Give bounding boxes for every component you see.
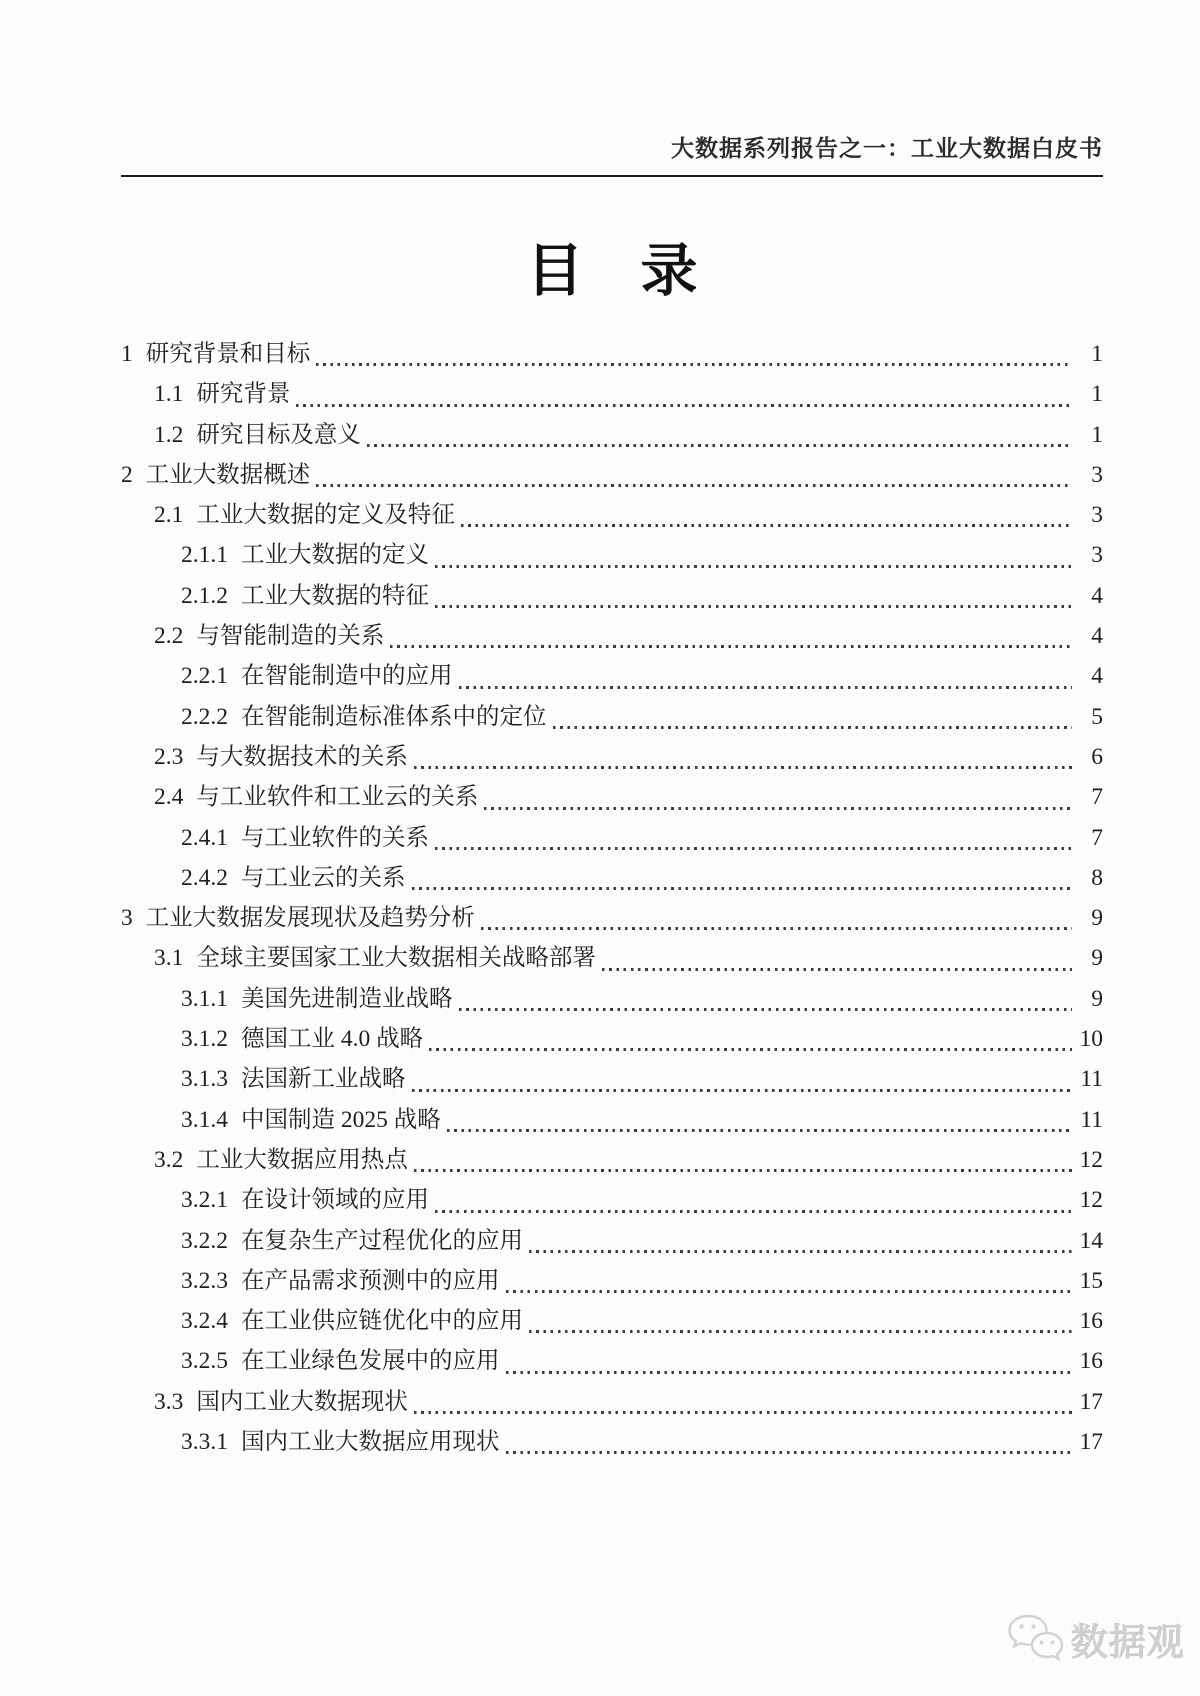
toc-entry-number: 1.2: [154, 421, 184, 448]
toc-entry-number: 3: [121, 905, 133, 932]
dot-leader: [412, 1089, 1073, 1092]
toc-entry-number: 3.1.4: [181, 1106, 228, 1133]
toc-entry-page: 7: [1091, 824, 1103, 851]
toc-row[interactable]: [121, 334, 1103, 374]
toc-row[interactable]: [121, 1382, 1103, 1422]
toc-entry-number: 3.2.3: [181, 1267, 228, 1294]
toc-row[interactable]: [121, 938, 1103, 978]
toc-row[interactable]: [121, 576, 1103, 616]
toc-entry-page: 8: [1091, 864, 1103, 891]
toc-entry-title: 工业大数据的定义及特征: [196, 502, 455, 529]
toc-entry-page: 17: [1079, 1429, 1103, 1456]
toc-entry-title: 与大数据技术的关系: [196, 743, 408, 770]
table-of-contents: [121, 334, 1103, 1462]
toc-entry-page: 4: [1091, 623, 1103, 650]
toc-entry-title: 工业大数据应用热点: [196, 1146, 408, 1173]
toc-entry-number: 3.2.4: [181, 1308, 228, 1335]
toc-entry-page: 11: [1080, 1106, 1103, 1133]
toc-row[interactable]: [121, 898, 1103, 938]
dot-leader: [316, 363, 1072, 366]
toc-row[interactable]: [121, 737, 1103, 777]
toc-entry-page: 10: [1079, 1026, 1103, 1053]
toc-row[interactable]: [121, 1341, 1103, 1381]
toc-entry-page: 3: [1091, 461, 1103, 488]
toc-entry-title: 在工业绿色发展中的应用: [241, 1348, 500, 1375]
running-header: [121, 132, 1103, 177]
toc-entry-title: 研究目标及意义: [196, 421, 361, 448]
dot-leader: [459, 686, 1073, 689]
toc-entry-number: 3.1.2: [181, 1026, 228, 1053]
toc-entry-page: 11: [1080, 1066, 1103, 1093]
toc-row[interactable]: [121, 697, 1103, 737]
toc-entry-number: 2: [121, 461, 133, 488]
toc-entry-title: 与工业软件和工业云的关系: [196, 784, 479, 811]
dot-leader: [461, 524, 1072, 527]
toc-entry-page: 16: [1079, 1348, 1103, 1375]
toc-entry-number: 2.4.1: [181, 824, 228, 851]
toc-row[interactable]: [121, 535, 1103, 575]
toc-entry-number: 2.1.1: [181, 542, 228, 569]
dot-leader: [506, 1371, 1073, 1374]
toc-row[interactable]: [121, 656, 1103, 696]
toc-entry-title: 与工业云的关系: [241, 864, 406, 891]
toc-entry-number: 3.3: [154, 1388, 184, 1415]
dot-leader: [435, 847, 1072, 850]
toc-entry-page: 4: [1091, 663, 1103, 690]
toc-entry-page: 1: [1091, 381, 1103, 408]
toc-row[interactable]: [121, 455, 1103, 495]
toc-entry-number: 3.2.5: [181, 1348, 228, 1375]
toc-row[interactable]: [121, 818, 1103, 858]
toc-entry-number: 3.2: [154, 1146, 184, 1173]
dot-leader: [435, 565, 1072, 568]
toc-entry-title: 工业大数据的定义: [241, 542, 429, 569]
watermark: [1006, 1612, 1185, 1666]
toc-entry-page: 9: [1091, 945, 1103, 972]
toc-row[interactable]: [121, 1100, 1103, 1140]
toc-entry-number: 3.1.3: [181, 1066, 228, 1093]
dot-leader: [414, 766, 1072, 769]
toc-entry-page: 7: [1091, 784, 1103, 811]
toc-entry-title: 在工业供应链优化中的应用: [241, 1308, 523, 1335]
toc-entry-number: 3.2.2: [181, 1227, 228, 1254]
toc-row[interactable]: [121, 1221, 1103, 1261]
toc-entry-number: 3.3.1: [181, 1429, 228, 1456]
toc-entry-page: 4: [1091, 582, 1103, 609]
toc-entry-number: 2.2.2: [181, 703, 228, 730]
toc-entry-page: 16: [1079, 1308, 1103, 1335]
toc-entry-title: 中国制造 2025 战略: [241, 1106, 441, 1133]
toc-entry-title: 德国工业 4.0 战略: [241, 1026, 424, 1053]
toc-row[interactable]: [121, 979, 1103, 1019]
toc-entry-page: 5: [1091, 703, 1103, 730]
toc-entry-title: 全球主要国家工业大数据相关战略部署: [196, 945, 596, 972]
toc-row[interactable]: [121, 1180, 1103, 1220]
toc-entry-title: 工业大数据的特征: [241, 582, 429, 609]
toc-entry-title: 法国新工业战略: [241, 1066, 406, 1093]
toc-entry-title: 在产品需求预测中的应用: [241, 1267, 500, 1294]
toc-entry-page: 1: [1091, 341, 1103, 367]
watermark-text: 数据观: [1071, 1622, 1185, 1663]
toc-entry-number: 3.1.1: [181, 985, 228, 1012]
toc-entry-page: 17: [1079, 1388, 1103, 1415]
toc-entry-title: 工业大数据发展现状及趋势分析: [145, 905, 475, 932]
toc-row[interactable]: [121, 858, 1103, 898]
dot-leader: [447, 1129, 1072, 1132]
dot-leader: [481, 927, 1072, 930]
toc-entry-number: 2.1: [154, 502, 184, 529]
toc-entry-title: 国内工业大数据应用现状: [241, 1429, 500, 1456]
toc-entry-page: 1: [1091, 421, 1103, 448]
toc-entry-title: 研究背景和目标: [145, 341, 311, 367]
toc-row[interactable]: [121, 1140, 1103, 1180]
dot-leader: [296, 404, 1072, 407]
toc-row[interactable]: [121, 415, 1103, 455]
dot-leader: [367, 444, 1072, 447]
toc-row[interactable]: [121, 1019, 1103, 1059]
dot-leader: [412, 887, 1073, 890]
toc-entry-number: 1: [121, 341, 133, 367]
dot-leader: [429, 1048, 1072, 1051]
toc-entry-title: 在复杂生产过程优化的应用: [241, 1227, 523, 1254]
dot-leader: [414, 1411, 1072, 1414]
toc-row[interactable]: [121, 1059, 1103, 1099]
toc-entry-page: 6: [1091, 743, 1103, 770]
toc-row[interactable]: [121, 777, 1103, 817]
toc-entry-number: 3.2.1: [181, 1187, 228, 1214]
toc-entry-page: 9: [1091, 905, 1103, 932]
toc-entry-number: 2.1.2: [181, 582, 228, 609]
toc-entry-number: 2.3: [154, 743, 184, 770]
toc-entry-page: 3: [1091, 542, 1103, 569]
toc-entry-page: 3: [1091, 502, 1103, 529]
running-header-text: 大数据系列报告之一：工业大数据白皮书: [671, 136, 1103, 161]
toc-entry-number: 2.4.2: [181, 864, 228, 891]
dot-leader: [435, 605, 1072, 608]
toc-entry-title: 研究背景: [196, 381, 291, 408]
dot-leader: [414, 1169, 1072, 1172]
toc-row[interactable]: [121, 1422, 1103, 1462]
dot-leader: [390, 645, 1072, 648]
toc-row[interactable]: [121, 374, 1103, 414]
toc-row[interactable]: [121, 495, 1103, 535]
toc-entry-page: 9: [1091, 985, 1103, 1012]
toc-entry-number: 3.1: [154, 945, 184, 972]
dot-leader: [506, 1290, 1073, 1293]
toc-entry-number: 2.2.1: [181, 663, 228, 690]
toc-entry-page: 15: [1079, 1267, 1103, 1294]
toc-entry-page: 14: [1079, 1227, 1103, 1254]
toc-entry-title: 工业大数据概述: [145, 461, 311, 488]
toc-entry-title: 与智能制造的关系: [196, 623, 385, 650]
toc-entry-number: 2.2: [154, 623, 184, 650]
toc-entry-title: 美国先进制造业战略: [241, 985, 453, 1012]
page-title: 目 录: [526, 240, 698, 303]
toc-entry-title: 在设计领域的应用: [241, 1187, 429, 1214]
toc-entry-page: 12: [1079, 1187, 1103, 1214]
dot-leader: [529, 1330, 1072, 1333]
toc-entry-number: 2.4: [154, 784, 184, 811]
dot-leader: [506, 1451, 1073, 1454]
toc-entry-title: 在智能制造中的应用: [241, 663, 453, 690]
dot-leader: [459, 1008, 1073, 1011]
toc-row[interactable]: [121, 1261, 1103, 1301]
dot-leader: [484, 807, 1072, 810]
dot-leader: [435, 1210, 1072, 1213]
toc-entry-title: 在智能制造标准体系中的定位: [241, 703, 547, 730]
toc-row[interactable]: [121, 616, 1103, 656]
dot-leader: [316, 484, 1072, 487]
wechat-icon: [1006, 1613, 1066, 1665]
toc-row[interactable]: [121, 1301, 1103, 1341]
dot-leader: [553, 726, 1073, 729]
toc-entry-title: 与工业软件的关系: [241, 824, 429, 851]
toc-entry-title: 国内工业大数据现状: [196, 1388, 408, 1415]
toc-entry-page: 12: [1079, 1146, 1103, 1173]
toc-entry-number: 1.1: [154, 381, 184, 408]
dot-leader: [529, 1250, 1072, 1253]
dot-leader: [602, 968, 1072, 971]
